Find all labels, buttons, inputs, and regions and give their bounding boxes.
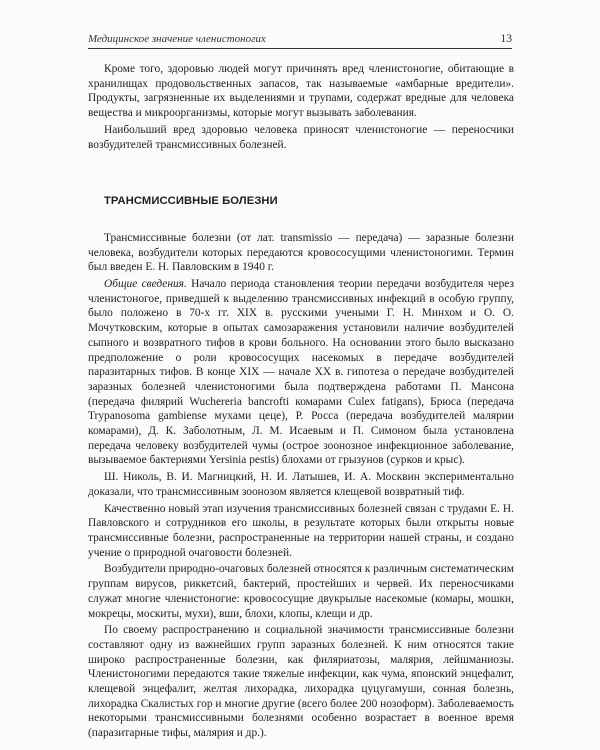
section-paragraph-2-text: Начало периода становления теории передачи возбудителя через членистоногое, приведшей к выделению трансмиссивных инфекций в особую группу, было положено в 70-х гг. XIX в. русскими учеными Г. Н. Минхом и О. О. Мочутковским, которые в опытах самозаражения установили наличие возбудителей сыпного и возвратного тифов в крови больного. На основании этого было высказано предположение о роли кровососущих насекомых в передаче возбудителей паразитарных тифов. В конце XIX — начале XX в. гипотеза о передаче возбудителей заразных болезней членистоногими была подтверждена работами П. Мансона (передача филярий Wuchereria bancrofti комарами Culex fatigans), Брюса (передача Trypanosoma gambiense мухами цеце), Р. Росса (передача возбудителей малярии комарами), Д. К. Заболотным, Л. М. Исаевым и П. Симоном была установлена передача человеку возбудителей чумы (острое зоонозное инфекционное заболевание, вызываемое бактериями Yersinia pestis) блохами от грызунов (сурков и крыс). (88, 278, 515, 467)
page-body (88, 62, 514, 743)
section-paragraph-5: Возбудители природно-очаговых болезней относятся к различным систематическим группам вирусов, риккетсий, бактерий, простейших и червей. Их переносчиками служат многие членистоногие: кровососущие двукрылые насекомые (комары, мошки, мокрецы, москиты, мухи), вши, блохи, клопы, клещи и др. (88, 563, 514, 620)
running-title: Медицинское значение членистоногих (88, 33, 266, 45)
paragraph-lead-in: Общие сведения. (104, 278, 187, 291)
page-header (88, 28, 512, 49)
section-paragraph-3: Ш. Николь, В. И. Магницкий, Н. И. Латышев, И. А. Москвин экспериментально доказали, что трансмиссивным зоонозом является клещевой возвратный тиф. (88, 471, 514, 498)
section-paragraph-6: По своему распространению и социальной значимости трансмиссивные болезни составляют одну из важнейших групп заразных болезней. К ним относятся такие широко распространенные болезни, как филяриатозы, малярия, лейшманиозы. Членистоногими передаются такие тяжелые инфекции, как чума, японский энцефалит, клещевой энцефалит, желтая лихорадка, лихорадка цуцугамуши, сонная болезнь, лихорадка Скалистых гор и многие другие (всего более 200 нозоформ). Заболеваемость некоторыми трансмиссивными болезнями особенно возрастает в военное время (паразитарные тифы, малярия и др.). (88, 624, 514, 740)
intro-paragraph-2: Наибольший вред здоровью человека приносят членистоногие — переносчики возбудителей трансмиссивных болезней. (88, 123, 514, 151)
section-paragraph-4: Качественно новый этап изучения трансмиссивных болезней связан с трудами Е. Н. Павловского и сотрудников его школы, в результате которых были открыты новые трансмиссивные болезни, распространенные на территории нашей страны, и создано учение о природной очаговости болезней. (88, 502, 514, 559)
section-title: ТРАНСМИССИВНЫЕ БОЛЕЗНИ (104, 195, 278, 208)
section-paragraph-2 (88, 277, 514, 468)
intro-paragraph-1: Кроме того, здоровью людей могут причинять вред членистоногие, обитающие в хранилищах продовольственных запасов, так называемые «амбарные вредители». Продукты, загрязненные их выделениями и трупами, содержат вредные для человека вещества и микроорганизмы, которые могут вызывать заболевания. (88, 63, 514, 120)
section-paragraph-1: Трансмиссивные болезни (от лат. transmissio — передача) — заразные болезни человека, возбудители которых передаются кровососущими членистоногими. Термин был введен Е. Н. Павловским в 1940 г. (88, 231, 514, 274)
page-number: 13 (500, 33, 512, 45)
